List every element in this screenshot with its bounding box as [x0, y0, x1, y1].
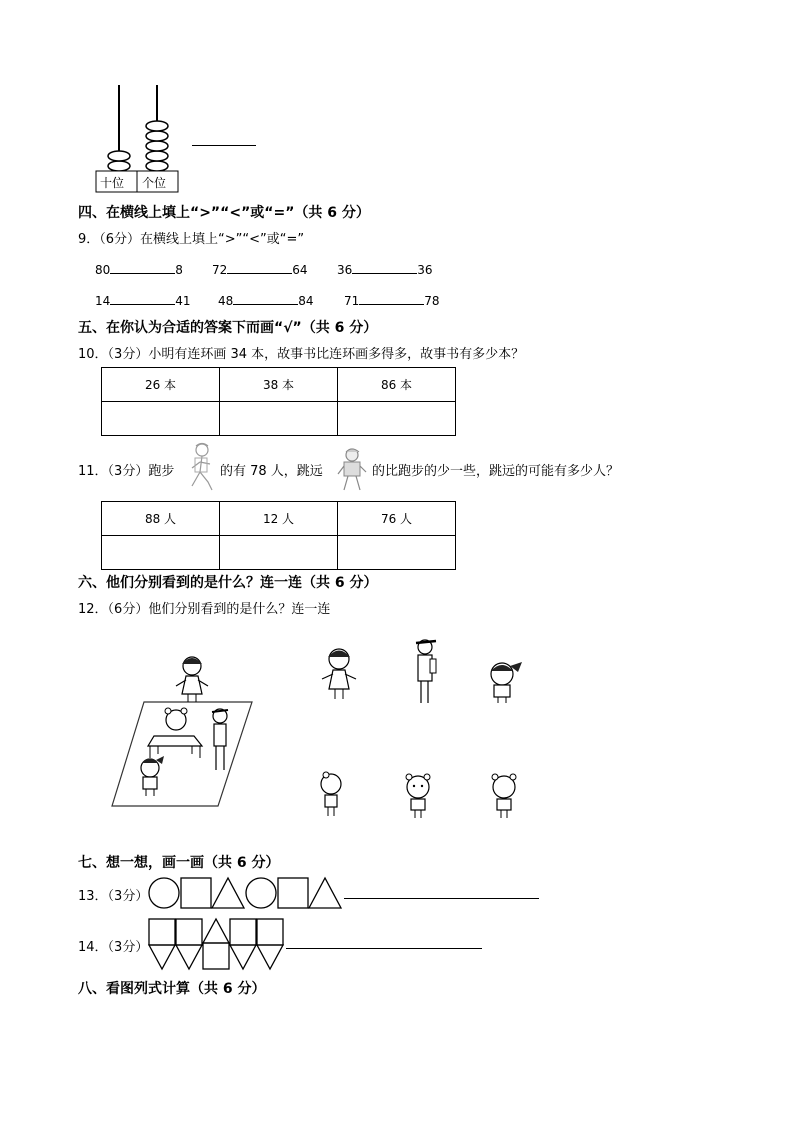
q10-option: 38 本 — [220, 368, 338, 402]
q11-option: 76 人 — [338, 502, 456, 536]
view-cap-boy-side[interactable] — [408, 633, 442, 707]
circle-shape — [246, 878, 276, 908]
q11-answer-cell[interactable] — [102, 536, 220, 570]
compare-blank[interactable] — [359, 292, 424, 305]
section8-title: 八、看图列式计算（共 6 分） — [78, 981, 266, 997]
square-shape — [278, 878, 308, 908]
view-bow-child-back[interactable] — [482, 658, 526, 704]
compare-item: 80 8 — [95, 263, 183, 277]
compare-blank[interactable] — [227, 261, 292, 274]
girl-figure-scene — [176, 657, 208, 702]
compare-blank[interactable] — [110, 292, 175, 305]
section7-title: 七、想一想，画一画（共 6 分） — [78, 855, 280, 871]
compare-blank[interactable] — [110, 261, 175, 274]
q10-option: 86 本 — [338, 368, 456, 402]
q13-answer-line[interactable] — [344, 898, 539, 899]
compare-item: 36 36 — [337, 263, 433, 277]
triangle-down-shape — [176, 945, 202, 969]
q10-options-table — [101, 367, 456, 436]
square-shape — [149, 919, 175, 945]
abacus-answer-line[interactable] — [192, 145, 256, 146]
q14-text: 14．（3分） — [78, 940, 149, 955]
square-shape — [181, 878, 211, 908]
square-shape — [203, 943, 229, 969]
q11-option: 88 人 — [102, 502, 220, 536]
triangle-up-shape — [203, 919, 229, 943]
triangle-down-shape — [230, 945, 256, 969]
square-shape — [257, 919, 283, 945]
scene-figure — [108, 650, 254, 808]
bow-child-figure-scene — [141, 756, 164, 796]
abacus-beads-tens — [108, 151, 130, 171]
table-figure — [148, 736, 202, 758]
square-shape — [176, 919, 202, 945]
q13-text: 13．（3分） — [78, 889, 149, 904]
view-pig-child-side[interactable] — [314, 770, 348, 818]
abacus-ones-label: 个位 — [142, 176, 167, 190]
compare-item: 71 78 — [344, 294, 440, 308]
q14-shape-pattern — [148, 917, 286, 971]
circle-shape — [149, 878, 179, 908]
q11-option: 12 人 — [220, 502, 338, 536]
q11-text-part1: 11．（3分）跑步 — [78, 464, 175, 479]
compare-item: 48 84 — [218, 294, 314, 308]
compare-item: 72 64 — [212, 263, 308, 277]
q11-options-table — [101, 501, 456, 570]
jumper-icon — [334, 446, 370, 496]
q10-answer-cell[interactable] — [102, 402, 220, 436]
q11-answer-cell[interactable] — [220, 536, 338, 570]
view-pig-child-front[interactable] — [400, 772, 436, 820]
q12-text: 12．（6分）他们分别看到的是什么？连一连 — [78, 602, 331, 617]
q11-text-part2: 的有 78 人，跳远 — [220, 464, 323, 479]
abacus-beads-ones — [146, 121, 168, 171]
triangle-down-shape — [149, 945, 175, 969]
section6-title: 六、他们分别看到的是什么？连一连（共 6 分） — [78, 575, 378, 591]
view-pig-child-back[interactable] — [486, 772, 522, 820]
triangle-down-shape — [257, 945, 283, 969]
section5-title: 五、在你认为合适的答案下而画“√”（共 6 分） — [78, 320, 378, 336]
compare-item: 14 41 — [95, 294, 191, 308]
q10-text: 10．（3分）小明有连环画 34 本，故事书比连环画多得多，故事书有多少本？ — [78, 347, 525, 362]
compare-blank[interactable] — [352, 261, 417, 274]
pig-child-figure-scene — [165, 708, 187, 730]
q10-answer-cell[interactable] — [220, 402, 338, 436]
q11-answer-cell[interactable] — [338, 536, 456, 570]
view-girl-front[interactable] — [318, 645, 360, 703]
compare-blank[interactable] — [233, 292, 298, 305]
section4-title: 四、在横线上填上“>”“<”或“=”（共 6 分） — [78, 205, 370, 221]
q11-text-part3: 的比跑步的少一些，跳远的可能有多少人？ — [372, 464, 620, 479]
q14-answer-line[interactable] — [286, 948, 482, 949]
abacus-tens-label: 十位 — [100, 176, 125, 190]
q10-option: 26 本 — [102, 368, 220, 402]
q9-text: 9．（6分）在横线上填上“>”“<”或“=” — [78, 232, 305, 247]
q10-answer-cell[interactable] — [338, 402, 456, 436]
q13-shape-pattern — [146, 876, 344, 910]
cap-boy-figure-scene — [212, 709, 228, 770]
square-shape — [230, 919, 256, 945]
runner-icon — [184, 442, 220, 496]
triangle-shape — [309, 878, 341, 908]
triangle-shape — [212, 878, 244, 908]
